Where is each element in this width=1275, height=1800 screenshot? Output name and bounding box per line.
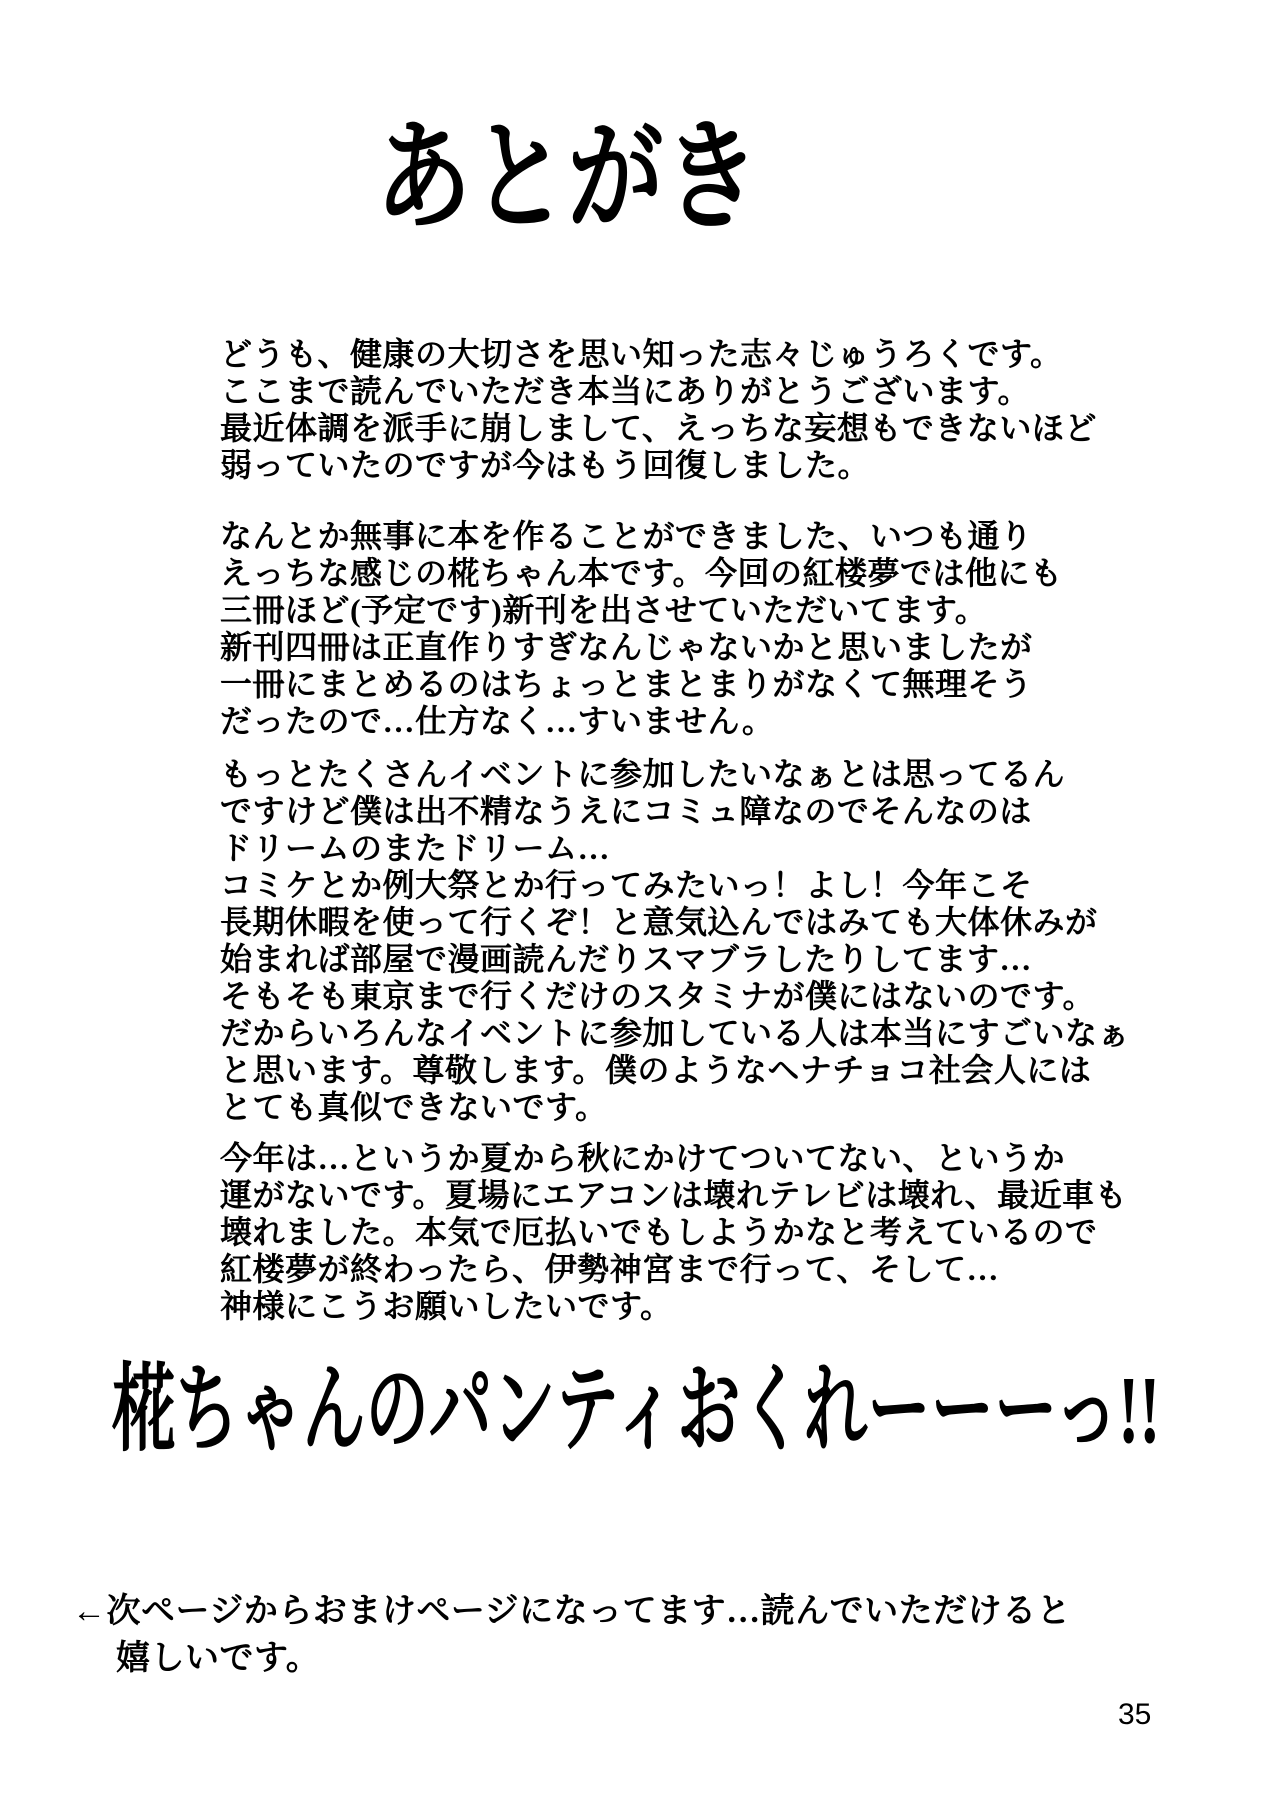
text-line: 壊れました。本気で厄払いでもしようかなと考えているので xyxy=(220,1214,1098,1250)
text-line: 三冊ほど(予定です)新刊を出させていただいてます。 xyxy=(220,592,988,628)
text-line: えっちな感じの椛ちゃん本です。今回の紅楼夢では他にも xyxy=(220,555,1063,591)
text-line: 弱っていたのですが今はもう回復しました。 xyxy=(220,447,871,483)
footer-note-line: ←次ページからおまけページになってます…読んでいただけると xyxy=(72,1593,1072,1630)
text-line: 最近体調を派手に崩しまして、えっちな妄想もできないほど xyxy=(220,410,1097,446)
text-line: 運がないです。夏場にエアコンは壊れテレビは壊れ、最近車も xyxy=(220,1177,1128,1213)
text-line: もっとたくさんイベントに参加したいなぁとは思ってるん xyxy=(220,756,1066,792)
footer-note xyxy=(72,1588,1071,1682)
text-line: ですけど僕は出不精なうえにコミュ障なのでそんなのは xyxy=(220,793,1032,829)
text-line: ここまで読んでいただき本当にありがとうございます。 xyxy=(220,373,1030,409)
text-line: 今年は…というか夏から秋にかけてついてない、というか xyxy=(220,1140,1066,1176)
text-line: 紅楼夢が終わったら、伊勢神宮まで行って、そして… xyxy=(220,1251,1000,1287)
page-number: 35 xyxy=(1118,1698,1152,1731)
body-paragraph-2 xyxy=(220,518,1062,740)
text-line: と思います。尊敬します。僕のようなヘナチョコ社会人には xyxy=(220,1052,1092,1088)
text-line: だからいろんなイベントに参加している人は本当にすごいなぁ xyxy=(220,1015,1131,1051)
text-line: そもそも東京まで行くだけのスタミナが僕にはないのです。 xyxy=(220,978,1095,1014)
text-line: 新刊四冊は正直作りすぎなんじゃないかと思いましたが xyxy=(220,629,1033,665)
text-line: コミケとか例大祭とか行ってみたいっ！よし！今年こそ xyxy=(220,867,1033,903)
afterword-title: あとがき xyxy=(375,108,760,247)
footer-note-line: 嬉しいです。 xyxy=(116,1640,321,1677)
text-line: だったので…仕方なく…すいません。 xyxy=(220,703,775,739)
punchline-text: 椛ちゃんのパンティおくれーーーっ!! xyxy=(112,1356,1161,1463)
text-line: 始まれば部屋で漫画読んだりスマブラしたりしてます… xyxy=(220,941,1032,977)
body-paragraph-3 xyxy=(220,756,1130,1126)
text-line: どうも、健康の大切さを思い知った志々じゅうろくです。 xyxy=(220,336,1063,372)
text-line: 一冊にまとめるのはちょっとまとまりがなくて無理そう xyxy=(220,666,1033,702)
text-line: とても真似できないです。 xyxy=(220,1089,608,1125)
text-line: 神様にこうお願いしたいです。 xyxy=(220,1288,673,1324)
text-line: なんとか無事に本を作ることができました、いつも通り xyxy=(220,518,1033,554)
text-line: 長期休暇を使って行くぞ！と意気込んではみても大体休みが xyxy=(220,904,1098,940)
body-paragraph-4 xyxy=(220,1140,1127,1325)
text-line: ドリームのまたドリーム… xyxy=(220,830,611,866)
body-paragraph-1 xyxy=(220,336,1097,484)
